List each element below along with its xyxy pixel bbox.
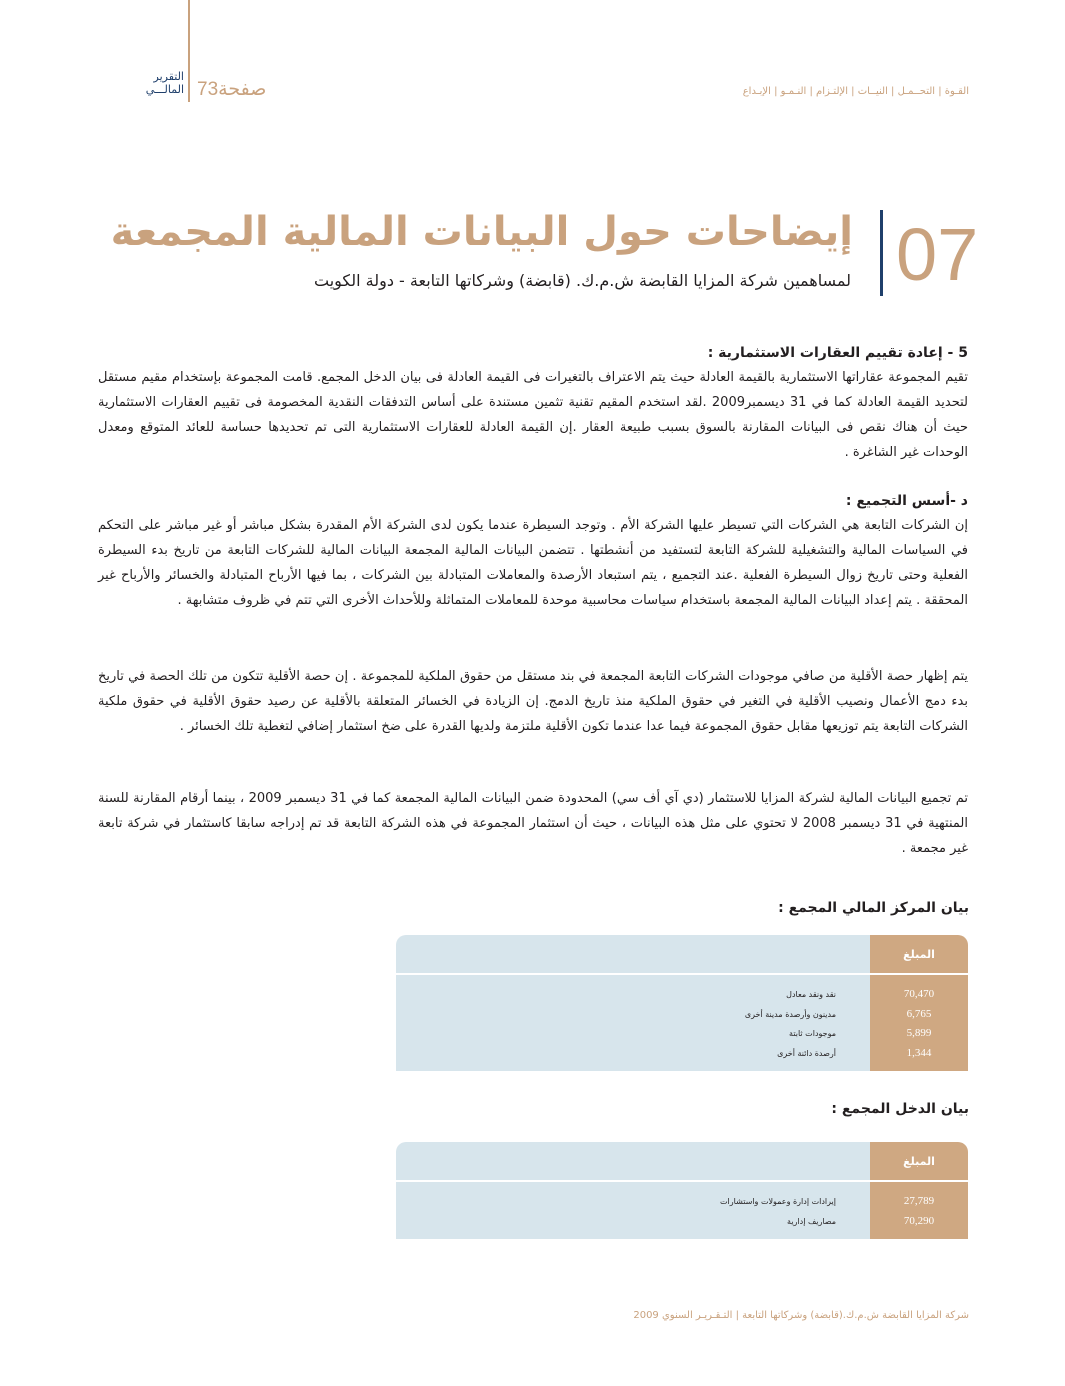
table-cell-label: مدينون وأرصدة مدينة أخرى xyxy=(744,1009,836,1019)
report-label xyxy=(130,70,184,96)
table-body xyxy=(396,975,968,1071)
chapter-divider-bar xyxy=(880,210,883,296)
chapter-number: 07 xyxy=(896,213,979,296)
table-cell-label: إيرادات إدارة وعمولات واستشارات xyxy=(720,1197,836,1206)
table-cell-label: موجودات ثابتة xyxy=(789,1029,836,1038)
chapter-title: إيضاحات حول البيانات المالية المجمعة xyxy=(110,209,853,255)
amount-column-header: المبلغ xyxy=(870,935,968,973)
section-paragraph: تم تجميع البيانات المالية لشركة المزايا للاستثمار (دي آي أف سي) المحدودة ضمن البيانات المالية المجمعة كما في 31 ديسمبر 2009 ، بينما أرقام المقارنة للسنة المنتهية في 31 ديسمبر 2008 لا تحتوي على مثل هذه البيانات ، حيث أن استثمار المجموعة في هذه الشركة التابعة قد تم إدراجه سابقا كاستثمار في شركة تابعة غير مجمعة . xyxy=(98,791,968,856)
section-paragraph: يتم إظهار حصة الأقلية من صافي موجودات الشركات التابعة المجمعة في بند مستقل من حقوق الملكية للمجموعة . إن حصة الأقلية تتكون من تلك الحصة في تاريخ بدء دمج الأعمال ونصيب الأقلية في التغير في حقوق الملكية منذ تاريخ الدمج. إن الزيادة في الخسائر المتعلقة بالأقلية عن رصيد حقوق الأقلية في حقوق ملكية الشركات التابعة يتم توزيعها مقابل حقوق المجموعة فيما عدا عندما تكون الأقلية ملتزمة ولديها القدرة على ضخ استثمار إضافي لتغطية تلك الخسائر . xyxy=(98,669,968,734)
header-divider-line xyxy=(188,0,190,102)
section-heading: د -أسس التجميع : xyxy=(845,493,968,509)
income-statement-title: بيان الدخل المجمع : xyxy=(831,1101,969,1117)
financial-position-table xyxy=(396,935,968,1071)
chapter-subtitle: لمساهمين شركة المزايا القابضة ش.م.ك. (قابضة) وشركاتها التابعة - دولة الكويت xyxy=(313,271,851,290)
amount-column-header: المبلغ xyxy=(870,1142,968,1180)
section-investment-revaluation xyxy=(98,345,968,465)
label-column-header xyxy=(396,935,870,973)
label-column xyxy=(396,975,870,1071)
table-body xyxy=(396,1182,968,1239)
report-label-line-2: المالـــي xyxy=(145,83,184,96)
label-column-header xyxy=(396,1142,870,1180)
table-header xyxy=(396,1142,968,1180)
dific-consolidation-block xyxy=(98,786,968,861)
table-cell-label: مصاريف إدارية xyxy=(787,1216,836,1226)
table-cell-value: 70,290 xyxy=(903,1214,935,1227)
section-heading: 5 - إعادة تقييم العقارات الاستثمارية : xyxy=(707,345,968,361)
report-label-line-1: التقرير xyxy=(153,70,184,83)
table-cell-value: 1,344 xyxy=(906,1046,932,1059)
page-number-value: 73 xyxy=(197,79,219,100)
table-cell-value: 5,899 xyxy=(906,1027,932,1039)
table-cell-label: نقد ونقد معادل xyxy=(786,990,836,999)
values-strip: القـوة | التحــمـل | النيــات | الإلتـزام | النـمـو | الإبـداع xyxy=(742,86,969,97)
table-cell-value: 27,789 xyxy=(903,1195,935,1207)
page-footer: شركة المزايا القابضة ش.م.ك.(قابضة) وشركاتها التابعة | التـقـريـر السنوي 2009 xyxy=(633,1310,969,1321)
section-paragraph: تقيم المجموعة عقاراتها الاستثمارية بالقيمة العادلة حيث يتم الاعتراف بالتغيرات فى القيمة العادلة فى بيان الدخل المجمع. قامت المجموعة بإستخدام مقيم مستقل لتحديد القيمة العادلة كما في 31 ديسمبر2009 .لقد استخدم المقيم تقنية تثمين مستندة على أساس التدفقات النقدية المخصومة فى تقييم العقارات الاستثمارية حيث أن هناك نقص فى البيانات المقارنة بالسوق بسبب طبيعة العقار .إن القيمة العادلة للعقارات الاستثمارية التى تم تحديدها حساسة للعائد المتوقع ومعدل الوحدات غير الشاغرة . xyxy=(98,370,969,460)
table-header xyxy=(396,935,968,973)
section-consolidation-basis xyxy=(98,493,968,613)
amount-column xyxy=(870,1182,968,1239)
minority-interest-block xyxy=(98,664,968,739)
amount-column xyxy=(870,975,968,1071)
table-cell-value: 70,470 xyxy=(903,988,935,1000)
financial-position-title: بيان المركز المالي المجمع : xyxy=(778,900,969,916)
section-paragraph: إن الشركات التابعة هي الشركات التي تسيطر عليها الشركة الأم . وتوجد السيطرة عندما يكون لدى الشركة الأم المقدرة بشكل مباشر أو غير مباشر على التحكم في السياسات المالية والتشغيلية للشركة التابعة لتستفيد من أنشطتها . تتضمن البيانات المالية المجمعة البيانات المالية للشركات التابعة من تاريخ بدء السيطرة الفعلية وحتى تاريخ زوال السيطرة الفعلية .عند التجميع ، يتم استبعاد الأرصدة والمعاملات المتبادلة بين الشركات ، بما فيها الأرباح المتبادلة والخسائر والأرباح غير المحققة . يتم إعداد البيانات المالية المجمعة باستخدام سياسات محاسبية موحدة للمعاملات المتماثلة وللأحداث الأخرى التي تتم في ظروف متشابهة . xyxy=(98,518,968,608)
table-cell-value: 6,765 xyxy=(906,1007,932,1020)
income-statement-table xyxy=(396,1142,968,1239)
table-cell-label: أرصدة دائنة أخرى xyxy=(777,1048,836,1058)
label-column xyxy=(396,1182,870,1239)
page-number xyxy=(197,78,266,101)
page-word: صفحة xyxy=(218,79,267,100)
